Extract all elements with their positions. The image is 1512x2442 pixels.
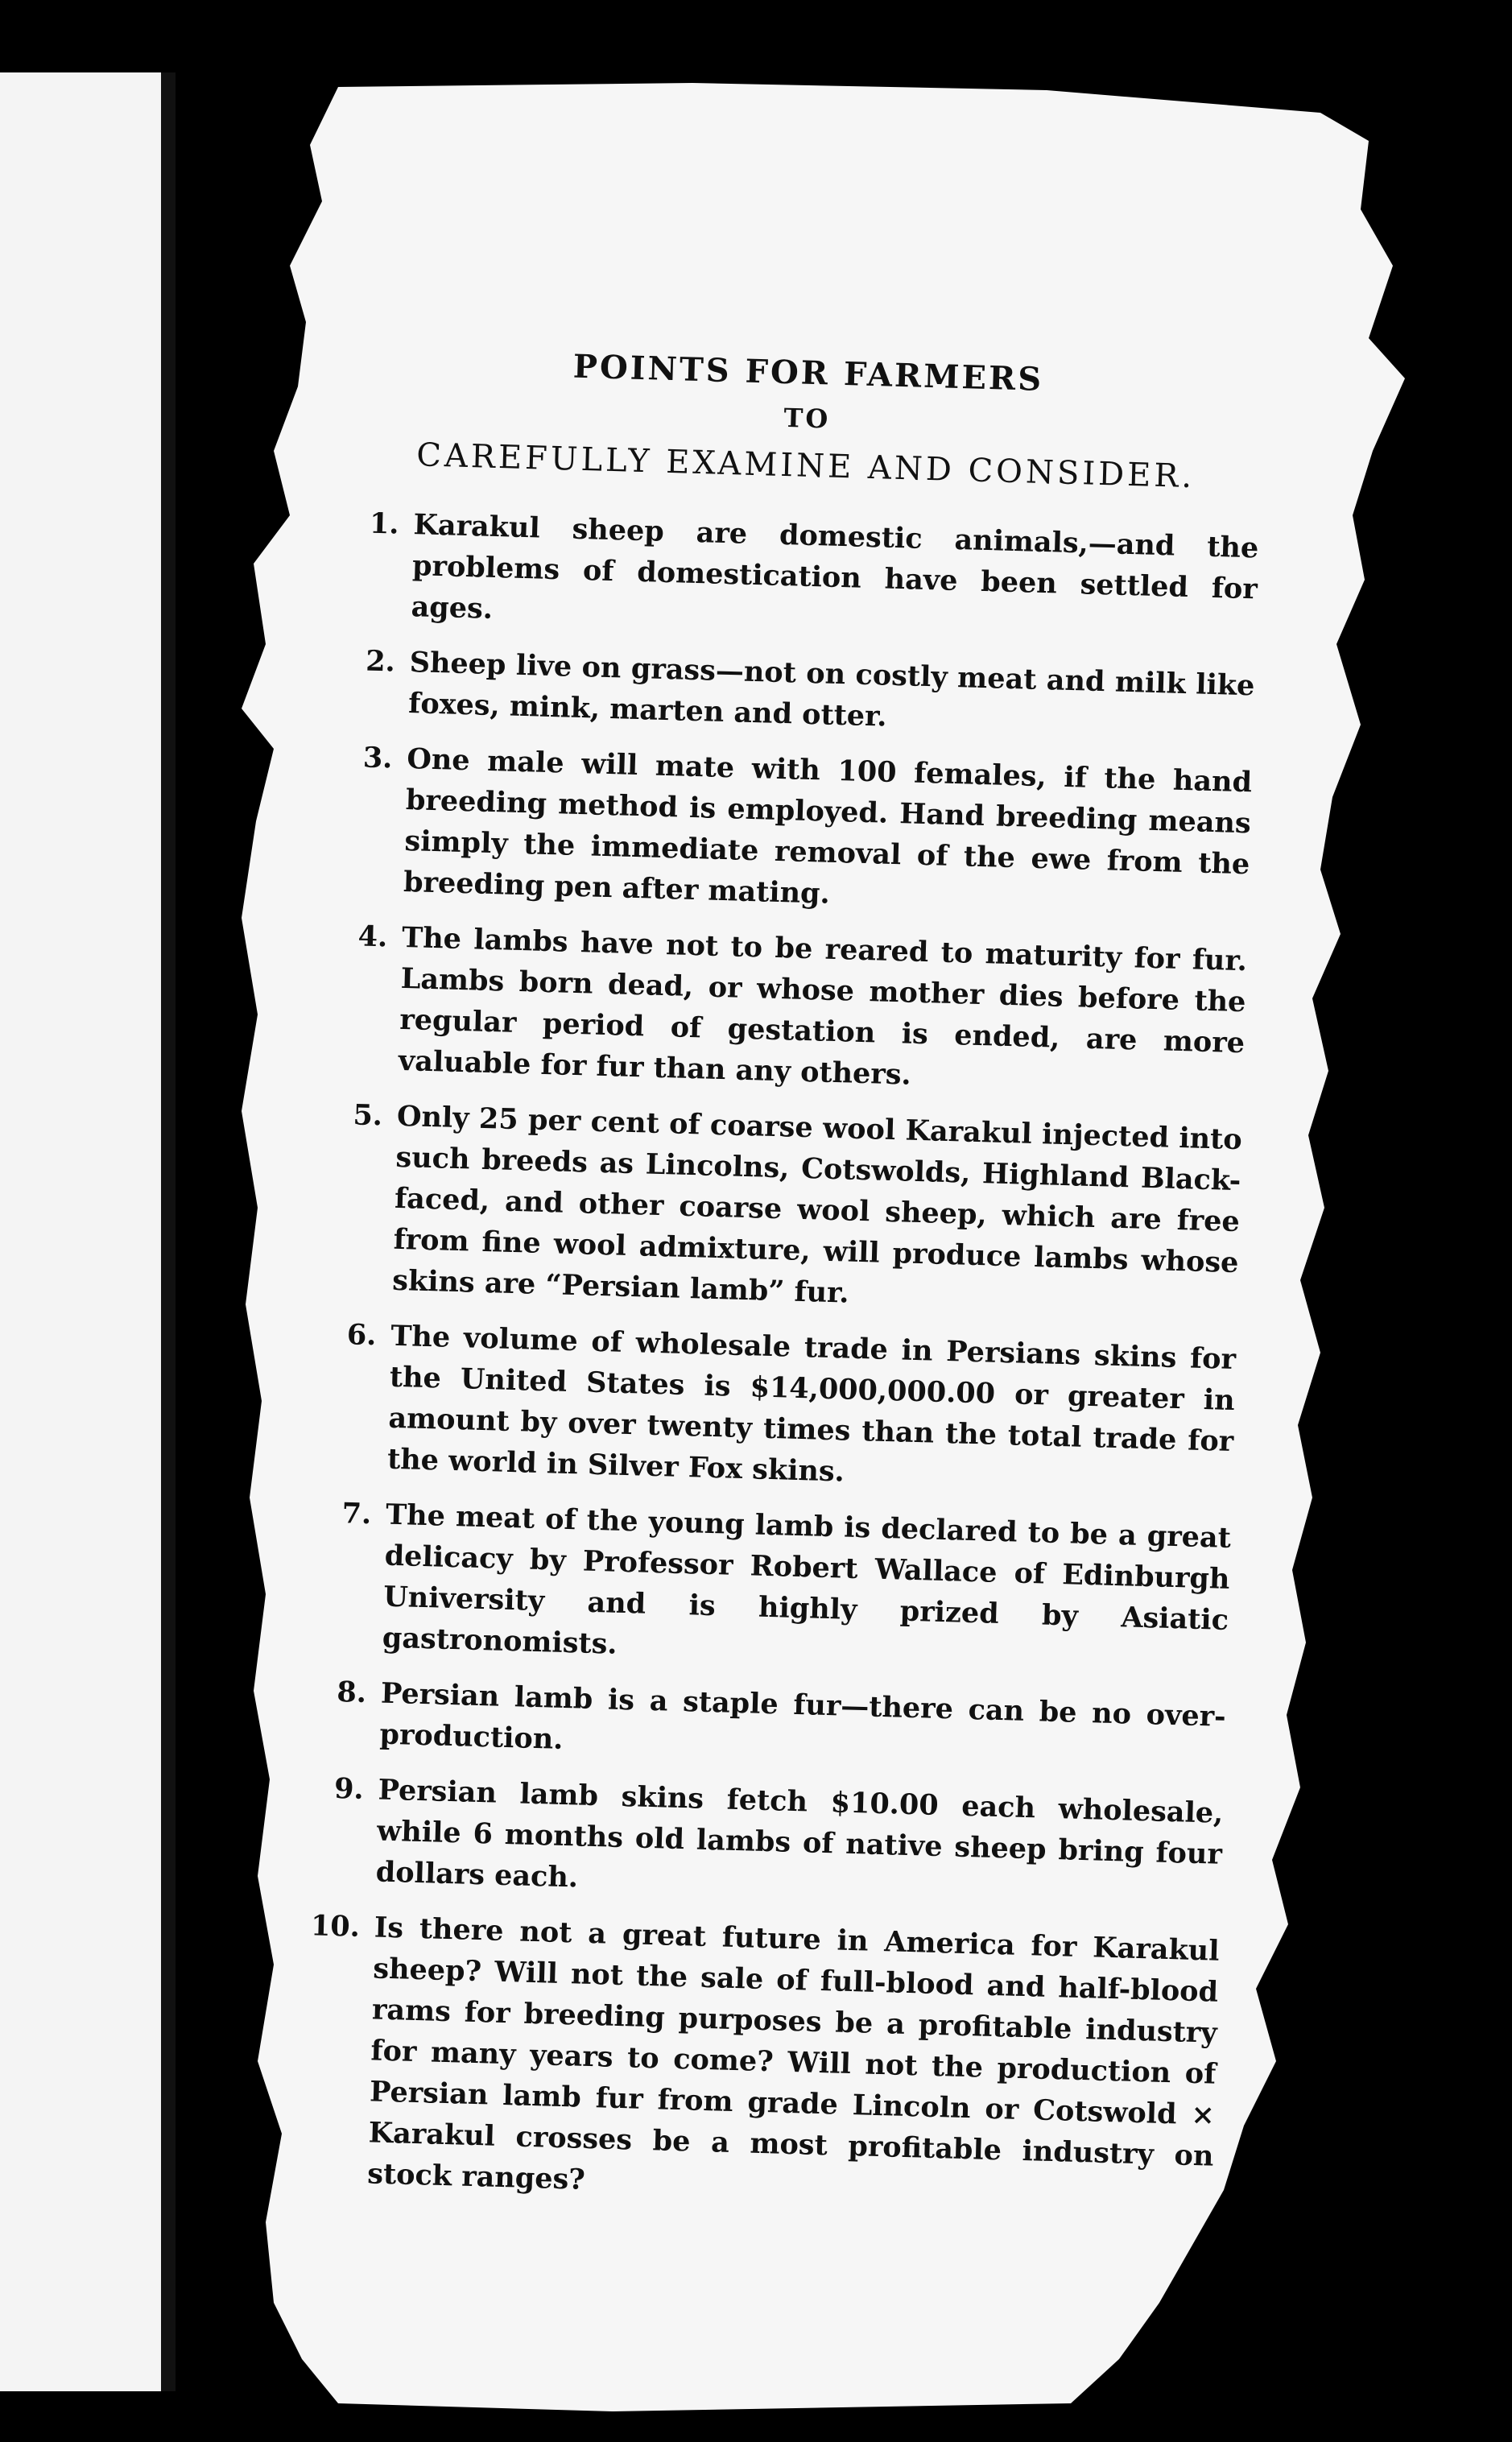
point-number: 9.	[333, 1772, 365, 1807]
point-number: 5.	[352, 1098, 383, 1133]
point-text: Persian lamb skins fetch $10.00 each wholesale, while 6 months old lambs of native sheep bring four dollars each.	[375, 1773, 1224, 1895]
point-text: The volume of wholesale trade in Persians skins for the United States is $14,000,000.00 or greater in amount by over twenty times than the total trade for the world in Silver Fox skins.	[386, 1319, 1237, 1489]
heading-subtitle: CAREFULLY EXAMINE AND CONSIDER.	[415, 436, 1196, 496]
list-item	[338, 737, 1252, 926]
point-number: 2.	[365, 644, 396, 679]
point-number: 10.	[310, 1909, 361, 1944]
list-item	[328, 1094, 1243, 1324]
heading-connector: TO	[783, 402, 831, 435]
point-text: One male will mate with 100 females, if the hand breeding method is employed. Hand breeding means simply the immediate removal of the ewe from the breeding pen after mating.	[403, 742, 1253, 911]
list-item	[317, 1492, 1231, 1681]
point-number: 8.	[336, 1676, 367, 1710]
point-text: The meat of the young lamb is declared to be a great delicacy by Professor Robert Wallace of Edinburgh University and is highly prized by Asiatic gastronomists.	[382, 1498, 1232, 1661]
list-item	[333, 915, 1247, 1105]
point-text: Only 25 per cent of coarse wool Karakul injected into such breeds as Lincolns, Cotswolds, Highland Black-faced, and other coarse wool sheep, which are free from fine wool admixture, will produce lambs whose skins are “Persian lamb” fur.	[391, 1099, 1243, 1310]
heading-title: POINTS FOR FARMERS	[572, 347, 1044, 399]
point-number: 6.	[346, 1318, 377, 1353]
point-text: Persian lamb is a staple fur—there can be no over-production.	[379, 1676, 1227, 1756]
list-item	[303, 1905, 1221, 2217]
point-number: 4.	[357, 919, 388, 954]
list-item	[311, 1767, 1224, 1915]
point-number: 1.	[369, 506, 400, 541]
list-item	[346, 502, 1259, 651]
point-text: Is there not a great future in America for Karakul sheep? Will not the sale of full-blood and half-blood rams for breeding purposes be a profitable industry for many years to come? Will not the production of Persian lamb fur from grade Lincoln or Cotswold × Karakul crosses be a most profitable industry on stock ranges?	[366, 1911, 1221, 2196]
list-item	[344, 640, 1255, 748]
point-text: The lambs have not to be reared to maturity for fur. Lambs born dead, or whose mother dies before the regular period of gestation is ended, are more valuable for fur than any others.	[398, 920, 1248, 1092]
point-text: Sheep live on grass—not on costly meat and milk like foxes, mink, marten and otter.	[407, 646, 1255, 733]
document-body	[302, 338, 1263, 2233]
point-number: 7.	[341, 1497, 372, 1531]
list-item	[315, 1671, 1226, 1779]
list-item	[322, 1314, 1236, 1503]
points-list	[303, 502, 1259, 2218]
point-number: 3.	[362, 741, 394, 775]
point-text: Karakul sheep are domestic animals,—and the problems of domestication have been settled for ages.	[411, 508, 1259, 626]
